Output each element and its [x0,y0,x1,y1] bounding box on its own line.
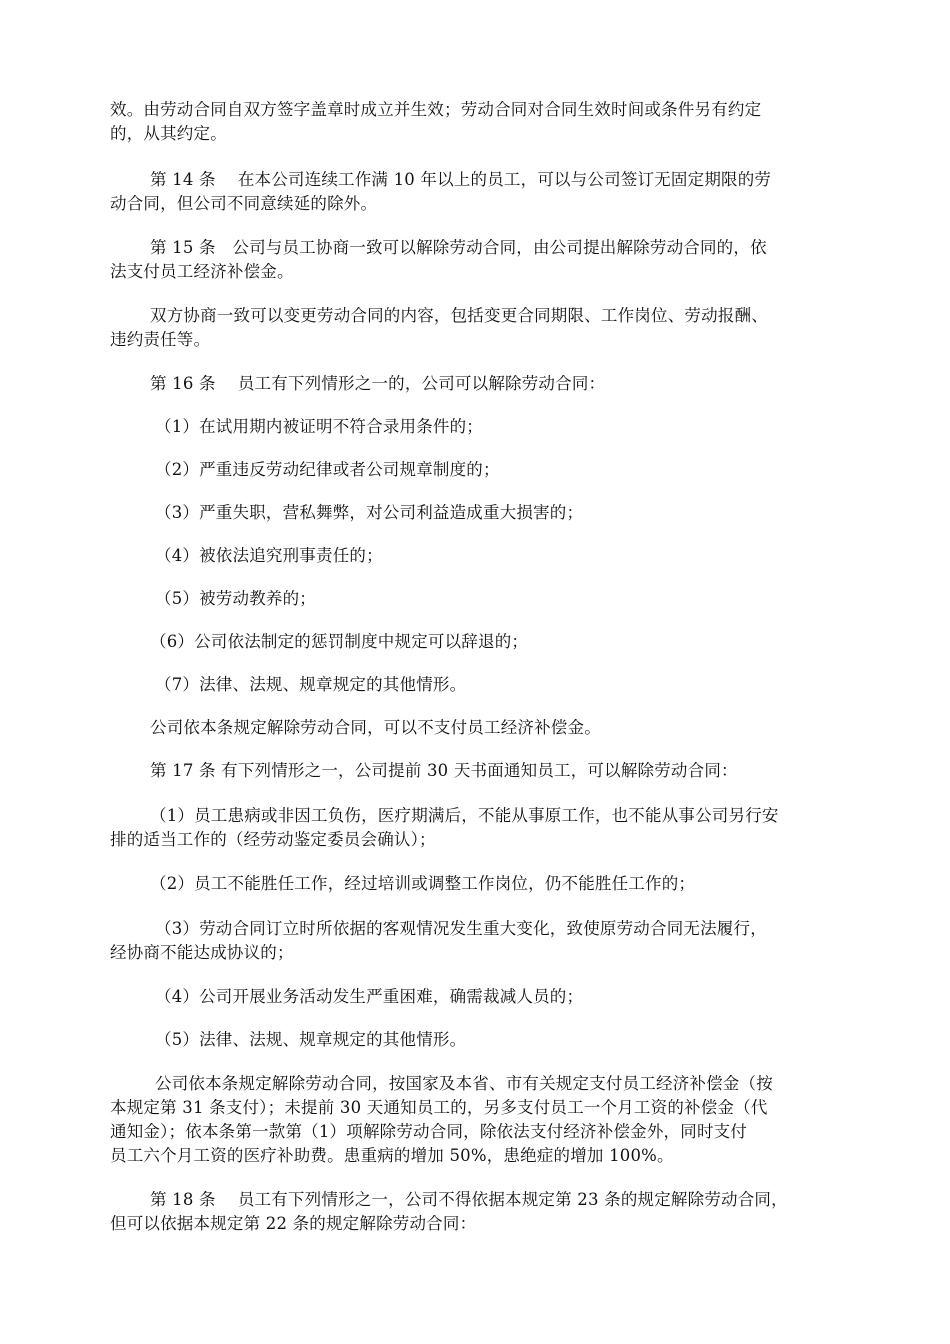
text-line: 经协商不能达成协议的； [110,943,294,962]
list-item [155,985,895,1009]
text-line: 公司依本条规定解除劳动合同，可以不支付员工经济补偿金。 [150,718,601,737]
paragraph-article-17 [150,759,890,783]
text-line: （1）在试用期内被证明不符合录用条件的； [155,417,483,436]
text-line: 排的适当工作的（经劳动鉴定委员会确认）； [110,830,436,849]
text-line: 效。由劳动合同自双方签字盖章时成立并生效；劳动合同对合同生效时间或条件另有约定 [110,100,762,119]
text-line: （2）严重违反劳动纪律或者公司规章制度的； [155,460,500,479]
text-line: 第 17 条 有下列情形之一，公司提前 30 天书面通知员工，可以解除劳动合同： [150,761,738,780]
paragraph-compensation-rules [110,1072,895,1168]
text-line: （3）严重失职，营私舞弊，对公司利益造成重大损害的； [155,503,584,522]
paragraph-effectiveness [110,98,850,146]
list-item [155,1028,895,1052]
paragraph-article-18 [110,1188,890,1236]
text-line: 第 18 条 员工有下列情形之一，公司不得依据本规定第 23 条的规定解除劳动合同， [150,1190,788,1209]
text-line: 第 15 条 公司与员工协商一致可以解除劳动合同，由公司提出解除劳动合同的，依 [150,238,767,257]
text-line: 双方协商一致可以变更劳动合同的内容，包括变更合同期限、工作岗位、劳动报酬、 [150,306,768,325]
text-line: 的，从其约定。 [110,124,227,143]
text-line: 第 14 条 在本公司连续工作满 10 年以上的员工，可以与公司签订无固定期限的劳 [150,170,772,189]
list-item [150,872,890,896]
text-line: （2）员工不能胜任工作，经过培训或调整工作岗位，仍不能胜任工作的； [150,874,696,893]
text-line: 违约责任等。 [110,330,211,349]
paragraph-article-15 [110,236,890,284]
text-line: （4）公司开展业务活动发生严重困难，确需裁减人员的； [155,987,584,1006]
text-line: 本规定第 31 条支付）；未提前 30 天通知员工的，另多支付员工一个月工资的补偿金（代 [110,1098,768,1117]
list-item [155,673,895,697]
text-line: （3）劳动合同订立时所依据的客观情况发生重大变化，致使原劳动合同无法履行， [155,919,767,938]
list-item [155,458,895,482]
paragraph-mutual-change [110,304,890,352]
paragraph-article-14 [110,168,890,216]
text-line: （5）被劳动教养的； [155,589,316,608]
list-item [155,501,895,525]
text-line: 公司依本条规定解除劳动合同，按国家及本省、市有关规定支付员工经济补偿金（按 [155,1074,773,1093]
text-line: 法支付员工经济补偿金。 [110,262,294,281]
text-line: 通知金）；依本条第一款第（1）项解除劳动合同，除依法支付经济补偿金外，同时支付 [110,1122,748,1141]
list-item [110,804,890,852]
list-item [155,587,895,611]
text-line: 但可以依据本规定第 22 条的规定解除劳动合同： [110,1214,477,1233]
text-line: 员工六个月工资的医疗补助费。患重病的增加 50%，患绝症的增加 100%。 [110,1146,674,1165]
paragraph-no-compensation [150,716,890,740]
text-line: 动合同，但公司不同意续延的除外。 [110,194,378,213]
list-item [150,630,890,654]
text-line: （5）法律、法规、规章规定的其他情形。 [155,1030,467,1049]
list-item [155,415,895,439]
text-line: （7）法律、法规、规章规定的其他情形。 [155,675,467,694]
list-item [110,917,895,965]
paragraph-article-16 [150,372,890,396]
text-line: （6）公司依法制定的惩罚制度中规定可以辞退的； [150,632,529,651]
list-item [155,544,895,568]
text-line: （4）被依法追究刑事责任的； [155,546,383,565]
text-line: 第 16 条 员工有下列情形之一的，公司可以解除劳动合同： [150,374,606,393]
text-line: （1）员工患病或非因工负伤，医疗期满后，不能从事原工作，也不能从事公司另行安 [150,806,779,825]
